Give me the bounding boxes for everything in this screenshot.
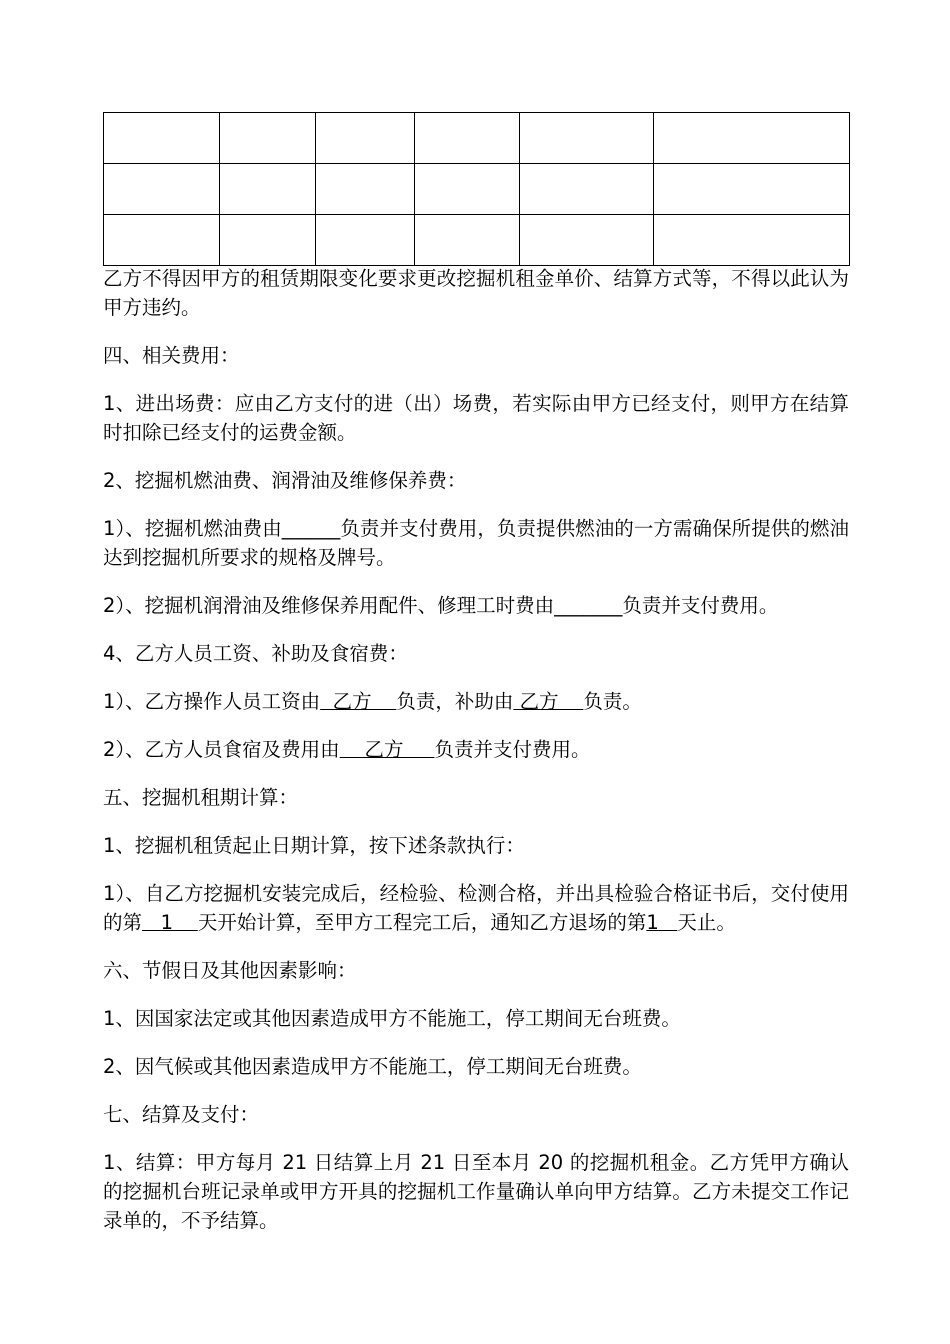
text-segment: 负责并支付费用。 xyxy=(434,738,591,761)
table-cell xyxy=(520,164,654,215)
filled-blank: 1 xyxy=(646,911,678,934)
table-cell xyxy=(654,113,850,164)
filled-blank: 1 xyxy=(142,911,198,934)
paragraph-lease-dates: 1、挖掘机租赁起止日期计算，按下述条款执行： xyxy=(103,834,525,857)
table-cell xyxy=(220,215,316,266)
paragraph-holiday-2: 2、因气候或其他因素造成甲方不能施工，停工期间无台班费。 xyxy=(103,1055,642,1078)
table-cell xyxy=(520,215,654,266)
table-cell xyxy=(316,215,415,266)
text-segment: 2）、乙方人员食宿及费用由 xyxy=(103,738,340,761)
table-cell xyxy=(654,215,850,266)
paragraph-settlement: 1、结算：甲方每月 21 日结算上月 21 日至本月 20 的挖掘机租金。乙方凭甲方确认的挖掘机台班记录单或甲方开具的挖掘机工作量确认单向甲方结算。乙方未提交工作记录单的，不予结算。 xyxy=(103,1151,849,1232)
paragraph-fuel-heading: 2、挖掘机燃油费、润滑油及维修保养费： xyxy=(103,469,467,492)
paragraph-staff-wages xyxy=(103,687,849,716)
table-cell xyxy=(415,164,520,215)
table-cell xyxy=(520,113,654,164)
rental-table xyxy=(103,112,850,266)
section-heading-settlement: 七、结算及支付： xyxy=(103,1103,260,1126)
table-row xyxy=(104,113,850,164)
text-segment: 1）、自乙方挖掘机安装完成后，经检验、检测合格，并出具检验合格证书后，交付使用的第 xyxy=(103,882,849,934)
table-cell xyxy=(104,113,220,164)
text-segment: 负责。 xyxy=(583,690,642,713)
section-heading-holidays: 六、节假日及其他因素影响： xyxy=(103,959,357,982)
table-cell xyxy=(316,164,415,215)
paragraph-rental-change: 乙方不得因甲方的租赁期限变化要求更改挖掘机租金单价、结算方式等，不得以此认为甲方违约。 xyxy=(103,267,849,319)
contract-body xyxy=(103,264,849,1235)
filled-blank: 乙方 xyxy=(339,738,435,761)
text-segment: 1）、乙方操作人员工资由 xyxy=(103,690,321,713)
section-heading-lease-period: 五、挖掘机租期计算： xyxy=(103,786,299,809)
paragraph-holiday-1: 1、因国家法定或其他因素造成甲方不能施工，停工期间无台班费。 xyxy=(103,1007,681,1030)
table-cell xyxy=(415,215,520,266)
table-cell xyxy=(316,113,415,164)
table-row xyxy=(104,215,850,266)
paragraph-staff-heading: 4、乙方人员工资、补助及食宿费： xyxy=(103,642,408,665)
table-cell xyxy=(415,113,520,164)
paragraph-lease-start-end xyxy=(103,879,849,937)
table-cell xyxy=(220,164,316,215)
table-row xyxy=(104,164,850,215)
paragraph-fuel-fee: 1）、挖掘机燃油费由______负责并支付费用，负责提供燃油的一方需确保所提供的燃油达到挖掘机所要求的规格及牌号。 xyxy=(103,517,849,569)
text-segment: 天开始计算，至甲方工程完工后，通知乙方退场的第 xyxy=(197,911,647,934)
filled-blank: 乙方 xyxy=(320,690,397,713)
text-segment: 天止。 xyxy=(677,911,736,934)
table-cell xyxy=(104,164,220,215)
table-cell xyxy=(654,164,850,215)
paragraph-staff-lodging xyxy=(103,735,849,764)
paragraph-entry-exit-fee: 1、进出场费：应由乙方支付的进（出）场费，若实际由甲方已经支付，则甲方在结算时扣除已经支付的运费金额。 xyxy=(103,392,849,444)
paragraph-lubricant-fee: 2）、挖掘机润滑油及维修保养用配件、修理工时费由_______负责并支付费用。 xyxy=(103,594,779,617)
table-cell xyxy=(220,113,316,164)
text-segment: 负责，补助由 xyxy=(396,690,514,713)
table-cell xyxy=(104,215,220,266)
section-heading-fees: 四、相关费用： xyxy=(103,344,240,367)
filled-blank: 乙方 xyxy=(513,690,584,713)
